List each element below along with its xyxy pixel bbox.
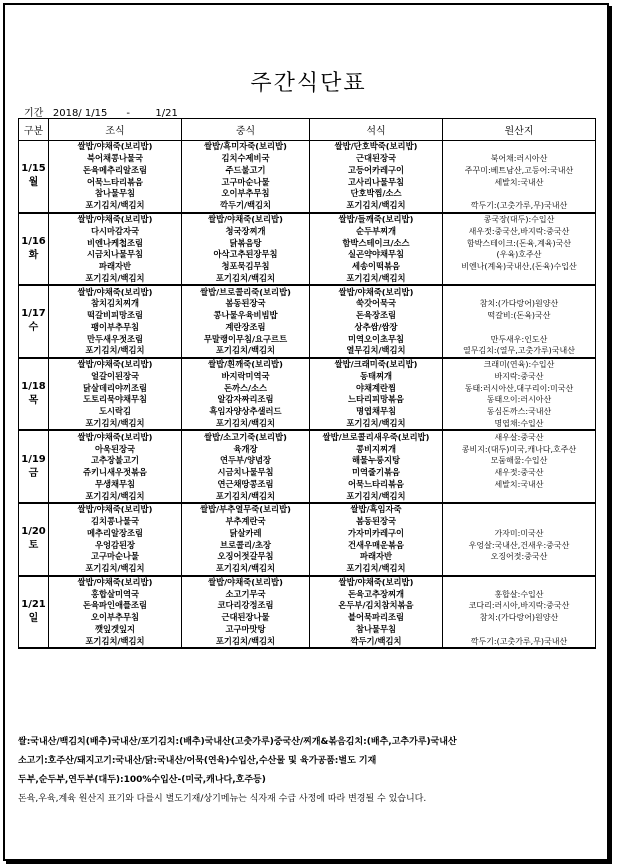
table-row	[19, 285, 596, 298]
origin-cell: 코다리:러시아,바지락:중국산	[443, 600, 596, 612]
lunch-cell: 청국장찌개	[182, 225, 310, 237]
day-weekday: 화	[28, 249, 39, 261]
breakfast-cell: 참나물무침	[49, 188, 182, 200]
breakfast-cell: 고추장불고기	[49, 455, 182, 467]
day-date: 1/20	[21, 526, 46, 538]
origin-cell: 새우젓:중국산	[443, 467, 596, 479]
dinner-cell: 포기김치/백김치	[310, 490, 443, 503]
breakfast-cell: 깻잎겟잎지	[49, 624, 182, 636]
dinner-cell: 쑥갓어묵국	[310, 298, 443, 310]
table-row	[19, 153, 596, 165]
origin-cell: 만두새우:인도산	[443, 333, 596, 345]
table-row	[19, 406, 596, 418]
table-row	[19, 503, 596, 516]
lunch-cell: 시금치나물무침	[182, 467, 310, 479]
lunch-cell: 깍두기/백김치	[182, 200, 310, 213]
origin-cell	[443, 624, 596, 636]
footer-note: 소고기:호주산/돼지고기:국내산/닭:국내산/어묵(연육)수입산,수산물 및 육가공품:별도 기재	[18, 756, 377, 766]
breakfast-cell: 포기김치/백김치	[49, 200, 182, 213]
lunch-cell: 계란장조림	[182, 321, 310, 333]
lunch-cell: 포기김치/백김치	[182, 635, 310, 648]
breakfast-cell: 쌀밥/야채죽(보리밥)	[49, 213, 182, 226]
dinner-cell: 상추쌈/쌈장	[310, 321, 443, 333]
table-row	[19, 539, 596, 551]
breakfast-cell: 고구마순나물	[49, 551, 182, 563]
breakfast-cell: 쌀밥/야채죽(보리밥)	[49, 430, 182, 443]
day-weekday: 토	[28, 540, 39, 552]
dinner-cell: 포기김치/백김치	[310, 418, 443, 431]
day-weekday: 금	[28, 467, 39, 479]
lunch-cell: 봄동된장국	[182, 298, 310, 310]
origin-cell: 북어채:러시아산	[443, 153, 596, 165]
table-row	[19, 310, 596, 322]
lunch-cell: 브로콜리/초장	[182, 539, 310, 551]
dinner-cell: 미역줄기볶음	[310, 467, 443, 479]
lunch-cell: 포기김치/백김치	[182, 272, 310, 285]
header-lunch: 중식	[182, 119, 310, 141]
breakfast-cell: 쌀밥/야채죽(보리밥)	[49, 503, 182, 516]
origin-cell: 오징어젓:중국산	[443, 551, 596, 563]
dinner-cell: 단호박찜/소스	[310, 188, 443, 200]
breakfast-cell: 북어채콩나물국	[49, 153, 182, 165]
dinner-cell: 깍두기/백김치	[310, 635, 443, 648]
lunch-cell: 고구마순나물	[182, 176, 310, 188]
lunch-cell: 쌀밥/야채죽(보리밥)	[182, 576, 310, 589]
lunch-cell: 포기김치/백김치	[182, 345, 310, 358]
origin-cell: 세발치:국내산	[443, 176, 596, 188]
lunch-cell: 소고기무국	[182, 588, 310, 600]
dinner-cell: 쌀밥/크래미죽(보리밥)	[310, 358, 443, 371]
breakfast-cell: 얼갈이된장국	[49, 371, 182, 383]
dinner-cell: 포기김치/백김치	[310, 272, 443, 285]
breakfast-cell: 포기김치/백김치	[49, 272, 182, 285]
breakfast-cell: 도토리묵야채무침	[49, 394, 182, 406]
table-row	[19, 516, 596, 528]
header-origin: 원산지	[443, 119, 596, 141]
footer-note: 돈육,우육,계육 원산지 표기와 다를시 별도기재/상기메뉴는 식자재 수급 사정에 따라 변경될 수 있습니다.	[18, 794, 427, 804]
day-date: 1/15	[21, 163, 46, 175]
table-row	[19, 176, 596, 188]
dinner-cell: 해물누룽지탕	[310, 455, 443, 467]
origin-cell	[443, 490, 596, 503]
lunch-cell: 고구마맛탕	[182, 624, 310, 636]
table-row	[19, 588, 596, 600]
footer-note: 쌀:국내산/백김치(배추)국내산/포기김치:(배추)국내산(고춧가루)중국산/찌개&볶음김치:(배추,고추가루)국내산	[18, 737, 457, 747]
dinner-cell: 돈육장조림	[310, 310, 443, 322]
breakfast-cell: 닭살데리야끼조림	[49, 382, 182, 394]
table-row	[19, 612, 596, 624]
table-row	[19, 551, 596, 563]
lunch-cell: 포기김치/백김치	[182, 490, 310, 503]
lunch-cell: 김치수제비국	[182, 153, 310, 165]
dinner-cell: 느타리피망볶음	[310, 394, 443, 406]
lunch-cell: 오징어젓갈무침	[182, 551, 310, 563]
lunch-cell: 흑임자양상추샐러드	[182, 406, 310, 418]
dinner-cell: 블어묵파리조림	[310, 612, 443, 624]
day-cell	[19, 285, 49, 358]
table-row	[19, 321, 596, 333]
day-cell	[19, 213, 49, 286]
origin-cell	[443, 321, 596, 333]
origin-cell: 바지락:중국산	[443, 371, 596, 383]
dinner-cell: 포기김치/백김치	[310, 563, 443, 576]
breakfast-cell: 김치콩나물국	[49, 516, 182, 528]
table-row	[19, 455, 596, 467]
table-row	[19, 418, 596, 431]
origin-cell	[443, 188, 596, 200]
header-breakfast: 조식	[49, 119, 182, 141]
day-date: 1/19	[21, 453, 46, 465]
table-row	[19, 261, 596, 273]
breakfast-cell: 포기김치/백김치	[49, 418, 182, 431]
table-row	[19, 237, 596, 249]
day-cell	[19, 503, 49, 576]
origin-cell	[443, 141, 596, 153]
table-header-row	[19, 119, 596, 141]
lunch-cell: 오이부추무침	[182, 188, 310, 200]
day-cell	[19, 141, 49, 213]
breakfast-cell: 무생채무침	[49, 478, 182, 490]
breakfast-cell: 포기김치/백김치	[49, 563, 182, 576]
origin-cell: 새우살:중국산	[443, 430, 596, 443]
lunch-cell: 아삭고추된장무침	[182, 249, 310, 261]
breakfast-cell: 홍합살미역국	[49, 588, 182, 600]
lunch-cell: 근대된장나물	[182, 612, 310, 624]
breakfast-cell: 어묵느타리볶음	[49, 176, 182, 188]
day-date: 1/16	[21, 235, 46, 247]
breakfast-cell: 쌀밥/야채죽(보리밥)	[49, 141, 182, 153]
table-row	[19, 345, 596, 358]
dinner-cell: 어묵느타리볶음	[310, 478, 443, 490]
table-row	[19, 141, 596, 153]
breakfast-cell: 포기김치/백김치	[49, 490, 182, 503]
menu-body	[19, 141, 596, 649]
lunch-cell: 쌀밥/소고기죽(보리밥)	[182, 430, 310, 443]
lunch-cell: 청포묵김무침	[182, 261, 310, 273]
lunch-cell: 닭볶음탕	[182, 237, 310, 249]
day-date: 1/17	[21, 308, 46, 320]
table-row	[19, 394, 596, 406]
breakfast-cell: 오이부추무침	[49, 612, 182, 624]
dinner-cell: 쌀밥/야채죽(보리밥)	[310, 576, 443, 589]
dinner-cell: 야채계란찜	[310, 382, 443, 394]
dinner-cell: 실곤약야채무침	[310, 249, 443, 261]
breakfast-cell: 시금치나물무침	[49, 249, 182, 261]
footer-notes	[18, 734, 598, 810]
origin-cell: 함박스테이크:(돈육,계육)국산	[443, 237, 596, 249]
origin-cell: 콩비지:(대두)미국,캐나다,호주산	[443, 443, 596, 455]
table-row	[19, 165, 596, 177]
dinner-cell: 파래자반	[310, 551, 443, 563]
dinner-cell: 미역오이초무침	[310, 333, 443, 345]
day-weekday: 목	[28, 395, 39, 407]
table-row	[19, 225, 596, 237]
lunch-cell: 쌀밥/흑미자죽(보리밥)	[182, 141, 310, 153]
breakfast-cell: 쌀밥/야채죽(보리밥)	[49, 576, 182, 589]
origin-cell: 크래미(연육):수입산	[443, 358, 596, 371]
table-row	[19, 358, 596, 371]
table-row	[19, 333, 596, 345]
dinner-cell: 근대된장국	[310, 153, 443, 165]
weekly-menu-table	[18, 118, 596, 649]
origin-cell	[443, 516, 596, 528]
breakfast-cell: 도시락김	[49, 406, 182, 418]
table-row	[19, 298, 596, 310]
origin-cell: 비엔나(계육)국내산,(돈육)수입산	[443, 261, 596, 273]
origin-cell: 참치:(가다랑어)원양산	[443, 612, 596, 624]
table-row	[19, 563, 596, 576]
table-row	[19, 272, 596, 285]
table-row	[19, 635, 596, 648]
day-weekday: 일	[28, 612, 39, 624]
origin-cell: 홍합살:수입산	[443, 588, 596, 600]
lunch-cell: 쌀밥/부추열무죽(보리밥)	[182, 503, 310, 516]
table-row	[19, 576, 596, 589]
breakfast-cell: 쌀밥/야채죽(보리밥)	[49, 285, 182, 298]
lunch-cell: 무말랭이무침/요구르트	[182, 333, 310, 345]
dinner-cell: 봄동된장국	[310, 516, 443, 528]
day-weekday: 월	[28, 177, 39, 189]
origin-cell: (우육)호주산	[443, 249, 596, 261]
dinner-cell: 건새우매운볶음	[310, 539, 443, 551]
day-date: 1/18	[21, 381, 46, 393]
breakfast-cell: 돈육파인애플조림	[49, 600, 182, 612]
dinner-cell: 온두부/김치참치볶음	[310, 600, 443, 612]
table-row	[19, 430, 596, 443]
table-row	[19, 213, 596, 226]
breakfast-cell: 다시마감자국	[49, 225, 182, 237]
day-date: 1/21	[21, 598, 46, 610]
origin-cell: 열무김치:(열무,고춧가루)국내산	[443, 345, 596, 358]
lunch-cell: 돈까스/소스	[182, 382, 310, 394]
origin-cell	[443, 563, 596, 576]
dinner-cell: 쌀밥/들깨죽(보리밥)	[310, 213, 443, 226]
table-row	[19, 188, 596, 200]
breakfast-cell: 비엔나케첩조림	[49, 237, 182, 249]
origin-cell: 새우젓:중국산,바지락:중국산	[443, 225, 596, 237]
breakfast-cell: 팽이부추무침	[49, 321, 182, 333]
table-row	[19, 528, 596, 540]
origin-cell: 깍두기:(고춧가루,무)국내산	[443, 635, 596, 648]
breakfast-cell: 만두새우젓조림	[49, 333, 182, 345]
origin-cell: 동태으이:러시아산	[443, 394, 596, 406]
breakfast-cell: 쥬키니새우젓볶음	[49, 467, 182, 479]
breakfast-cell: 파래자반	[49, 261, 182, 273]
day-weekday: 수	[28, 322, 39, 334]
origin-cell: 동심돈까스:국내산	[443, 406, 596, 418]
dinner-cell: 세송이떡볶음	[310, 261, 443, 273]
origin-cell: 가자미:미국산	[443, 528, 596, 540]
dinner-cell: 함박스테이크/소스	[310, 237, 443, 249]
table-row	[19, 478, 596, 490]
origin-cell: 주꾸미:베트남산,고등어:국내산	[443, 165, 596, 177]
origin-cell: 세발치:국내산	[443, 478, 596, 490]
origin-cell	[443, 272, 596, 285]
origin-cell: 동태:러시아산,대구리이:미국산	[443, 382, 596, 394]
table-row	[19, 600, 596, 612]
origin-cell	[443, 576, 596, 589]
dinner-cell: 쌀밥/단호박죽(보리밥)	[310, 141, 443, 153]
table-row	[19, 443, 596, 455]
origin-cell: 우엉살:국내산,건새우:중국산	[443, 539, 596, 551]
lunch-cell: 쌀밥/야채죽(보리밥)	[182, 213, 310, 226]
table-row	[19, 249, 596, 261]
header-dinner: 석식	[310, 119, 443, 141]
dinner-cell: 콩비지찌개	[310, 443, 443, 455]
lunch-cell: 콩나물우육비빔밥	[182, 310, 310, 322]
lunch-cell: 육개장	[182, 443, 310, 455]
dinner-cell: 열무김치/백김치	[310, 345, 443, 358]
lunch-cell: 코다리강정조림	[182, 600, 310, 612]
breakfast-cell: 우엉감된장	[49, 539, 182, 551]
table-row	[19, 382, 596, 394]
breakfast-cell: 메추리알장조림	[49, 528, 182, 540]
origin-cell: 깍두기:(고춧가루,무)국내산	[443, 200, 596, 213]
table-row	[19, 624, 596, 636]
dinner-cell: 고사리나물무침	[310, 176, 443, 188]
origin-cell	[443, 503, 596, 516]
dinner-cell: 쌀밥/브로콜리새우죽(보리밥)	[310, 430, 443, 443]
origin-cell: 콩국장(대두):수입산	[443, 213, 596, 226]
header-category: 구분	[19, 119, 49, 141]
breakfast-cell: 참치김치찌개	[49, 298, 182, 310]
lunch-cell: 포기김치/백김치	[182, 418, 310, 431]
dinner-cell: 쌀밥/야채죽(보리밥)	[310, 285, 443, 298]
lunch-cell: 닭살카레	[182, 528, 310, 540]
origin-cell	[443, 285, 596, 298]
lunch-cell: 연두부/양념장	[182, 455, 310, 467]
lunch-cell: 부추계란국	[182, 516, 310, 528]
lunch-cell: 포기김치/백김치	[182, 563, 310, 576]
dinner-cell: 돈육고추장찌개	[310, 588, 443, 600]
lunch-cell: 연근채땅콩조림	[182, 478, 310, 490]
table-row	[19, 490, 596, 503]
table-row	[19, 371, 596, 383]
breakfast-cell: 떡갈비피망조림	[49, 310, 182, 322]
dinner-cell: 쌀밥/흑임자죽	[310, 503, 443, 516]
dinner-cell: 순두부찌개	[310, 225, 443, 237]
lunch-cell: 쌀밥/흰깨죽(보리밥)	[182, 358, 310, 371]
footer-note: 두부,순두부,연두부(대두):100%수입산-(미국,캐나다,호주등)	[18, 775, 266, 785]
dinner-cell: 참나물무침	[310, 624, 443, 636]
day-cell	[19, 358, 49, 431]
origin-cell: 명엽채:수입산	[443, 418, 596, 431]
dinner-cell: 동태찌개	[310, 371, 443, 383]
breakfast-cell: 쌀밥/야채죽(보리밥)	[49, 358, 182, 371]
page-title: 주간식단표	[250, 71, 367, 96]
table-row	[19, 200, 596, 213]
period-label: 기간 2018/ 1/15 - 1/21	[24, 108, 178, 119]
day-cell	[19, 430, 49, 503]
origin-cell: 참치:(가다랑어)원양산	[443, 298, 596, 310]
dinner-cell: 포기김치/백김치	[310, 200, 443, 213]
origin-cell: 떡갈비:(돈육)국산	[443, 310, 596, 322]
lunch-cell: 주드불고기	[182, 165, 310, 177]
lunch-cell: 쌀밥/브로콜리죽(보리밥)	[182, 285, 310, 298]
dinner-cell: 고등어카레구이	[310, 165, 443, 177]
breakfast-cell: 포기김치/백김치	[49, 345, 182, 358]
breakfast-cell: 돈육메추리알조림	[49, 165, 182, 177]
day-cell	[19, 576, 49, 649]
dinner-cell: 가자미카레구이	[310, 528, 443, 540]
table-row	[19, 467, 596, 479]
breakfast-cell: 아욱된장국	[49, 443, 182, 455]
breakfast-cell: 포기김치/백김치	[49, 635, 182, 648]
lunch-cell: 바지락미역국	[182, 371, 310, 383]
origin-cell: 모둠해물:수입산	[443, 455, 596, 467]
lunch-cell: 알감자짜리조림	[182, 394, 310, 406]
dinner-cell: 명엽채무침	[310, 406, 443, 418]
